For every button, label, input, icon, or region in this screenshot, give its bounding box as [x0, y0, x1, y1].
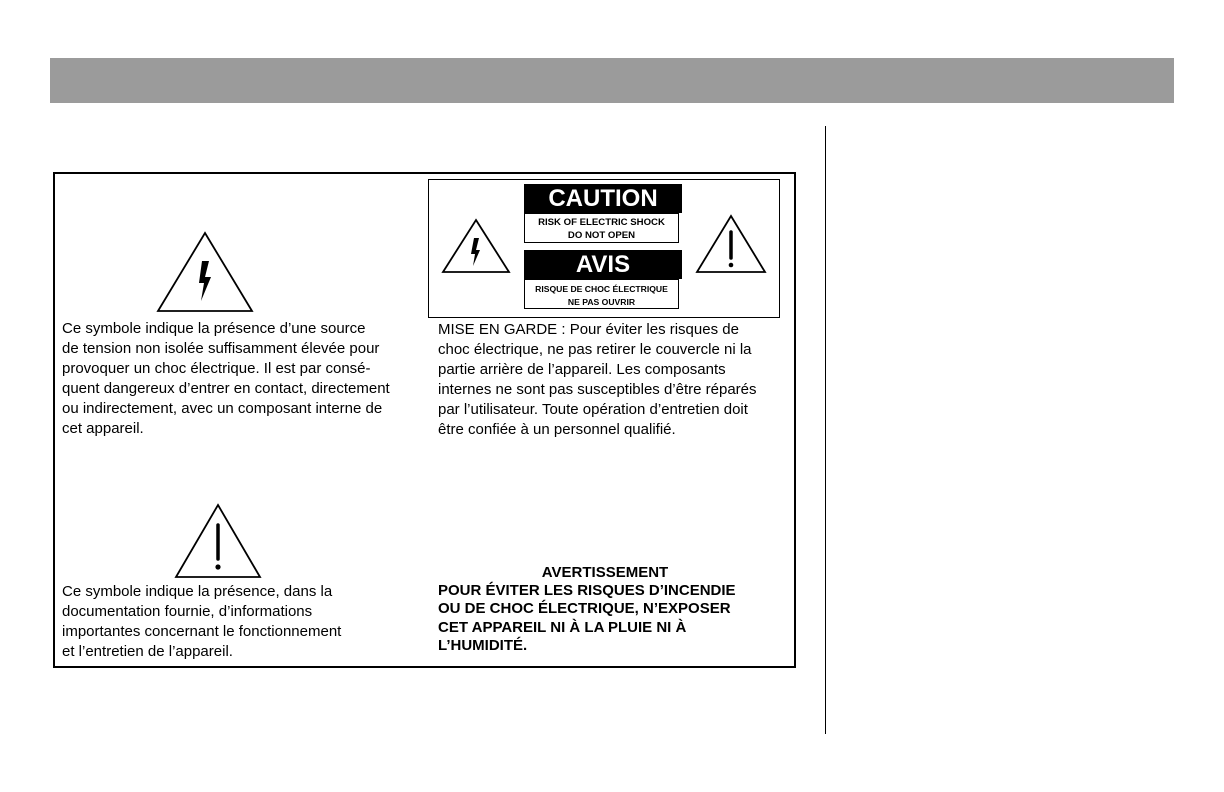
avis-title: AVIS	[524, 250, 682, 279]
lightning-triangle-icon	[156, 231, 254, 313]
exclamation-triangle-icon	[174, 503, 262, 579]
lightning-triangle-icon	[441, 218, 511, 274]
caution-subtext	[524, 213, 679, 243]
exclamation-symbol-description: Ce symbole indique la présence, dans la documentation fournie, d’informations importantes concernant le fonctionnement et l’entretien de l’appareil.	[62, 583, 342, 660]
caution-line-1: RISK OF ELECTRIC SHOCK	[538, 217, 665, 228]
avertissement-title: AVERTISSEMENT	[541, 564, 669, 581]
avis-subtext	[524, 279, 679, 309]
exclamation-triangle-icon	[695, 214, 767, 274]
caution-title: CAUTION	[524, 184, 682, 213]
lightning-symbol-description: Ce symbole indique la présence d’une source de tension non isolée suffisamment élevée pour provoquer un choc électrique. Il est par consé- quent dangereux d’entrer en contact, directement ou indirectement, avec un composant interne de cet appareil.	[62, 320, 390, 437]
caution-label	[428, 179, 780, 318]
column-divider	[825, 126, 826, 734]
avertissement-body: POUR ÉVITER LES RISQUES D’INCENDIE OU DE CHOC ÉLECTRIQUE, N’EXPOSER CET APPAREIL NI À LA PLUIE NI À L’HUMIDITÉ.	[438, 582, 736, 654]
mise-en-garde-text: MISE EN GARDE : Pour éviter les risques de choc électrique, ne pas retirer le couvercle ni la partie arrière de l’appareil. Les composants internes ne sont pas susceptibles d’être réparés par l’utilisateur. Toute opération d’entretien doit être confiée à un personnel qualifié.	[438, 321, 757, 438]
avis-line-2: NE PAS OUVRIR	[567, 296, 636, 307]
avis-line-1: RISQUE DE CHOC ÉLECTRIQUE	[535, 284, 668, 294]
caution-line-2: DO NOT OPEN	[567, 229, 636, 241]
header-bar	[50, 58, 1174, 103]
